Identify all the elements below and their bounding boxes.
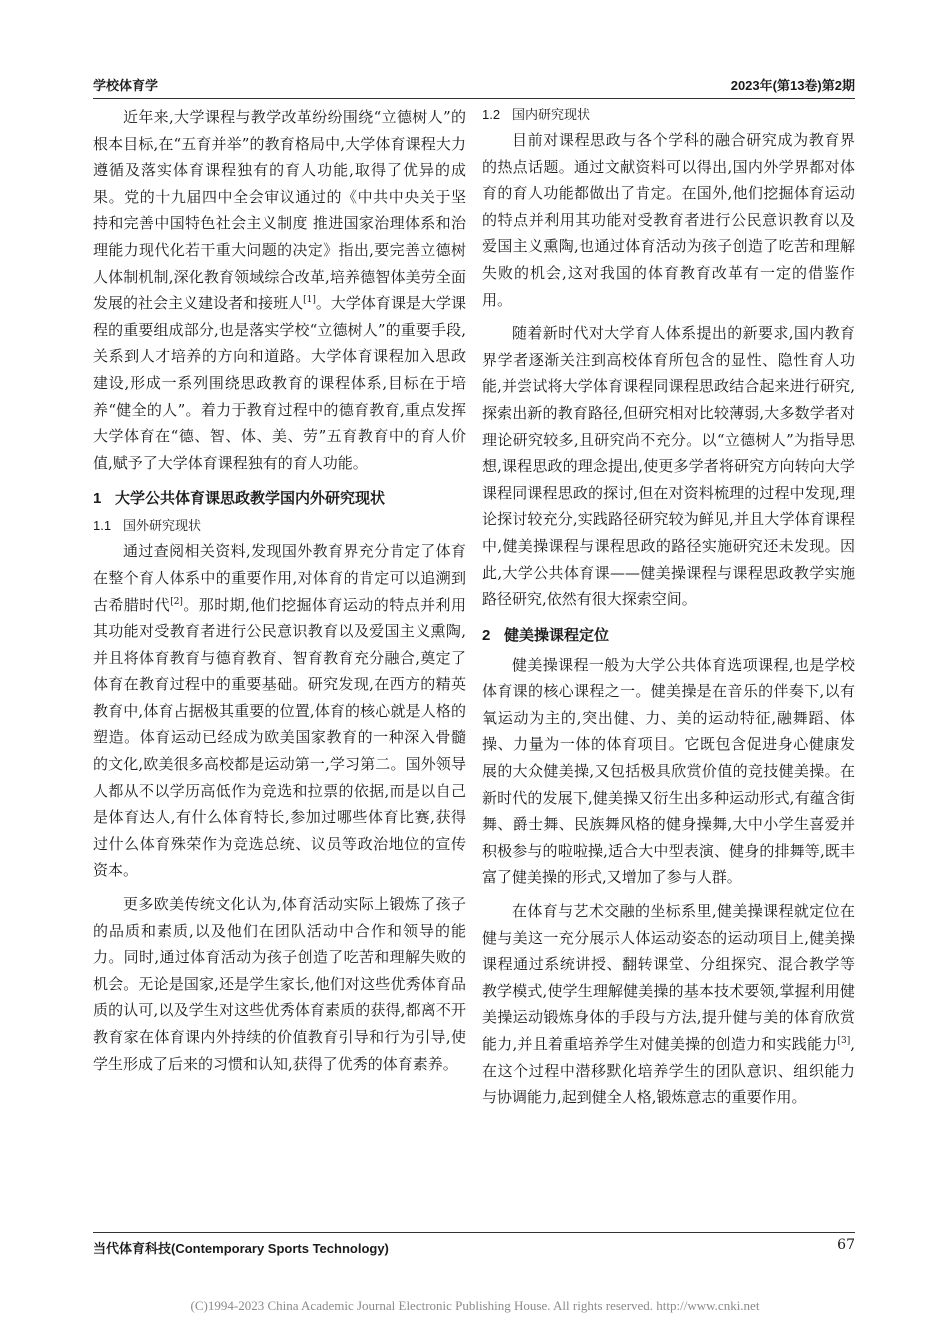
footer-rule (93, 1232, 855, 1233)
page-number: 67 (837, 1237, 855, 1253)
citation-3[interactable]: [3] (837, 1036, 851, 1046)
running-header-journal: 学校体育学 (93, 78, 159, 93)
section-1-title: 大学公共体育课思政教学国内外研究现状 (115, 490, 386, 508)
intro-text-b: 。大学体育课是大学课程的重要组成部分,也是落实学校“立德树人”的重要手段,关系到人才培养的方向和道路。大学体育课程加入思政建设,形成一系列围绕思政教育的课程体系,目标在于培养“健全的人”。着力于教育过程中的德育教育,重点发挥大学体育在“德、智、体、美、劳”五育教育中的育人价值,赋予了大学体育课程独有的育人功能。 (93, 294, 466, 472)
section-2-heading (482, 624, 855, 648)
foreign-research-text-b: 。那时期,他们挖掘体育运动的特点并利用其功能对受教育者进行公民意识教育以及爱国主义熏陶,并且将体育教育与德育教育、智育教育充分融合,奠定了体育在教育过程中的重要基础。研究发现,在西方的精英教育中,体育占据极其重要的位置,体育的核心就是人格的塑造。体育运动已经成为欧美国家教育的一种深入骨髓的文化,欧美很多高校都是运动第一,学习第二。国外领导人都从不以学历高低作为竞选和拉票的依据,而是以自己是体育达人,有什么体育特长,参加过哪些体育比赛,获得过什么体育殊荣作为竞选总统、议员等政治地位的宣传资本。 (93, 595, 466, 880)
citation-2[interactable]: [2] (170, 596, 183, 607)
subsection-1-2-heading (482, 104, 855, 126)
copyright-notice: (C)1994-2023 China Academic Journal Electronic Publishing House. All rights reserved. http://www.cnki.net (190, 1298, 760, 1313)
running-header-issue: 2023年(第13卷)第2期 (730, 78, 855, 93)
left-column (93, 104, 466, 1077)
subsection-1-1-number: 1.1 (93, 518, 112, 534)
aerobics-positioning-text-a: 在体育与艺术交融的坐标系里,健美操课程就定位在健与美这一充分展示人体运动姿态的运动项目上,健美操课程通过系统讲授、翻转课堂、分组探究、混合教学等教学模式,使学生理解健美操的基本技术要领,掌握利用健美操运动锻炼身体的手段与方法,提升健与美的体育欣赏能力,并且着重培养学生对健美操的创造力和实践能力 (482, 902, 855, 1053)
section-1-heading (93, 487, 466, 511)
header-rule (93, 98, 855, 99)
aerobics-positioning-paragraph (482, 898, 855, 1111)
section-1-number: 1 (93, 490, 102, 508)
aerobics-positioning-text-b: ,在这个过程中潜移默化培养学生的团队意识、组织能力与协调能力,起到健全人格,锻炼意志的重要作用。 (482, 1035, 855, 1107)
intro-paragraph (93, 104, 466, 476)
foreign-research-paragraph (93, 538, 466, 884)
domestic-research-paragraph-1: 目前对课程思政与各个学科的融合研究成为教育界的热点话题。通过文献资料可以得出,国内外学界都对体育的育人功能都做出了肯定。在国外,他们挖掘体育运动的特点并利用其功能对受教育者进行公民意识教育以及爱国主义熏陶,也通过体育活动为孩子创造了吃苦和理解失败的机会,这对我国的体育教育改革有一定的借鉴作用。 (482, 131, 855, 309)
subsection-1-1-title: 国外研究现状 (123, 518, 202, 534)
subsection-1-2-number: 1.2 (482, 107, 501, 122)
subsection-1-2-title: 国内研究现状 (512, 107, 591, 122)
section-2-title: 健美操课程定位 (504, 626, 610, 644)
right-column (482, 104, 855, 1111)
aerobics-intro-paragraph: 健美操课程一般为大学公共体育选项课程,也是学校体育课的核心课程之一。健美操是在音乐的伴奏下,以有氧运动为主的,突出健、力、美的运动特征,融舞蹈、体操、力量为一体的体育项目。它既包含促进身心健康发展的大众健美操,又包括极具欣赏价值的竞技健美操。在新时代的发展下,健美操又衍生出多种运动形式,有蕴含街舞、爵士舞、民族舞风格的健身操舞,大中小学生喜爱并积极参与的啦啦操,适合大中型表演、健身的排舞等,既丰富了健美操的形式,又增加了参与人群。 (482, 655, 855, 887)
foreign-research-text-a: 通过查阅相关资料,发现国外教育界充分肯定了体育在整个育人体系中的重要作用,对体育的肯定可以追溯到古希腊时代 (93, 542, 466, 614)
footer-journal: 当代体育科技(Contemporary Sports Technology) (93, 1241, 389, 1256)
intro-text-a: 近年来,大学课程与教学改革纷纷围绕“立德树人”的根本目标,在“五育并举”的教育格局中,大学体育课程大力遵循及落实体育课程独有的育人功能,取得了优异的成果。党的十九届四中全会审议通过的《中共中央关于坚持和完善中国特色社会主义制度 推进国家治理体系和治理能力现代化若干重大问题的决定》指出,要完善立德树人体制机制,深化教育领域综合改革,培养德智体美劳全面发展的社会主义建设者和接班人 (93, 108, 466, 313)
western-culture-paragraph: 更多欧美传统文化认为,体育活动实际上锻炼了孩子的品质和素质,以及他们在团队活动中合作和领导的能力。同时,通过体育活动为孩子创造了吃苦和理解失败的机会。无论是国家,还是学生家长,他们对这些优秀体育品质的认可,以及学生对这些优秀体育素质的获得,都离不开教育家在体育课内外持续的价值教育引导和行为引导,使学生形成了后来的习惯和认知,获得了优秀的体育素养。 (93, 895, 466, 1073)
domestic-research-paragraph-2: 随着新时代对大学育人体系提出的新要求,国内教育界学者逐渐关注到高校体育所包含的显性、隐性育人功能,并尝试将大学体育课程同课程思政结合起来进行研究,探索出新的教育路径,但研究相对比较薄弱,大多数学者对理论研究较多,且研究尚不充分。以“立德树人”为指导思想,课程思政的理念提出,使更多学者将研究方向转向大学课程同课程思政的探讨,但在对资料梳理的过程中发现,理论探讨较充分,实践路径研究较为鲜见,并且大学体育课程中,健美操课程与课程思政的路径实施研究还未发现。因此,大学公共体育课——健美操课程与课程思政教学实施路径研究,依然有很大探索空间。 (482, 324, 855, 609)
citation-1[interactable]: [1] (303, 295, 316, 306)
section-2-number: 2 (482, 626, 491, 644)
subsection-1-1-heading (93, 515, 466, 537)
